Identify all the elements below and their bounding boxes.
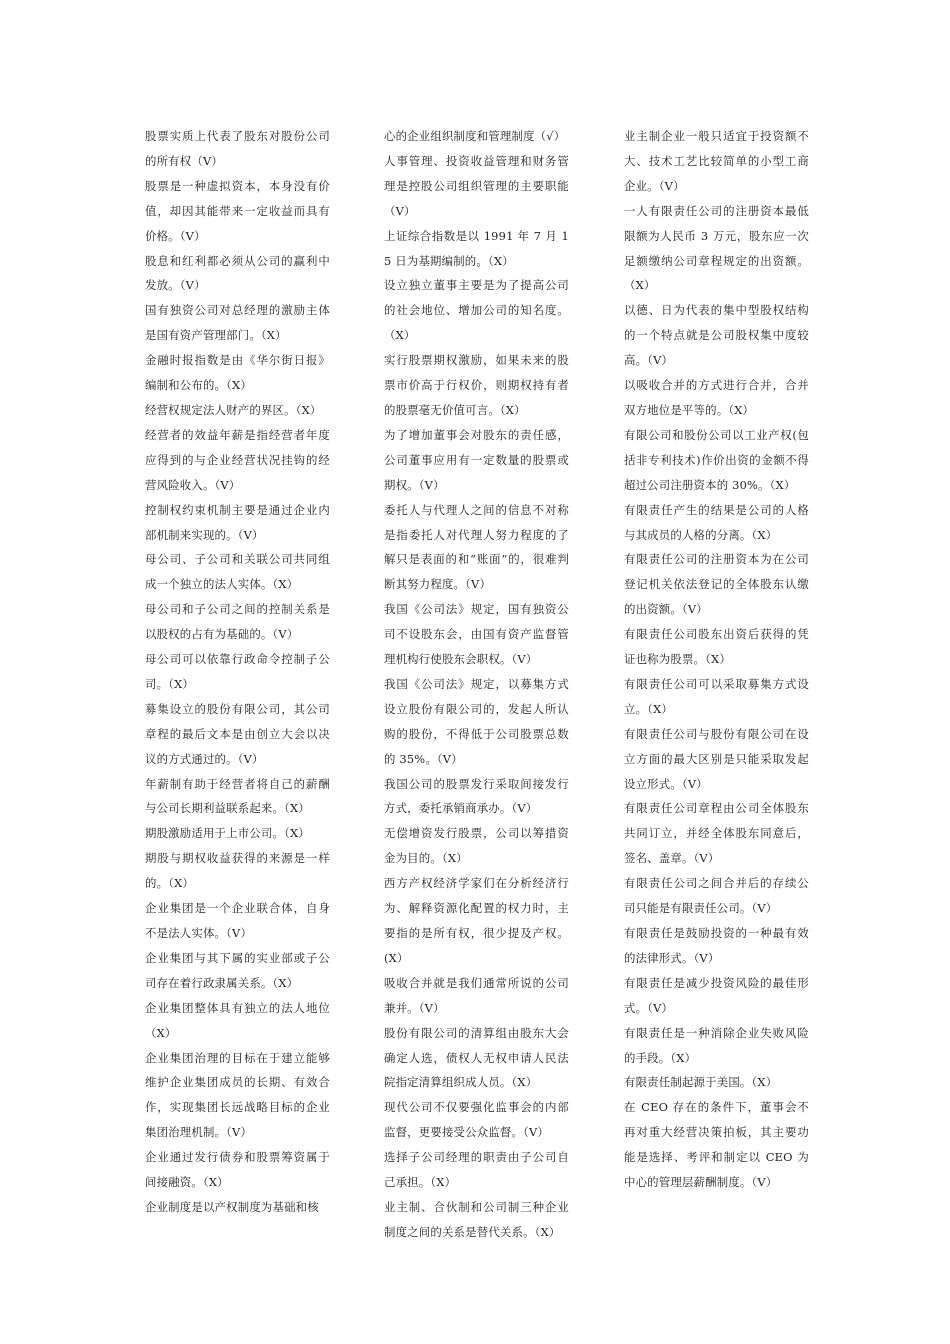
statement-item: 母公司可以依靠行政命令控制子公司。（X） [145,652,330,691]
statement-item: 设立独立董事主要是为了提高公司的社会地位、增加公司的知名度。（X） [384,278,569,343]
statement-item: 母公司和子公司之间的控制关系是以股权的占有为基础的。（V） [145,602,330,642]
statement-item: 有限责任公司与股份有限公司在设立方面的最大区别是只能采取发起设立形式。（V） [624,726,809,791]
statement-item: 有限责任公司股东出资后获得的凭证也称为股票。（X） [624,627,809,667]
statement-item: 企业制度是以产权制度为基础和核 [145,1199,319,1214]
statement-item: 股票实质上代表了股东对股份公司的所有权（V） [145,129,330,168]
statement-item: 国有独资公司对总经理的激励主体是国有资产管理部门。（X） [145,303,330,343]
statement-item: 有限责任是鼓励投资的一种最有效的法律形式。（V） [624,926,809,965]
statement-item: 我国《公司法》规定，国有独资公司不设股东会，由国有资产监督管理机构行使股东会职权。（V） [384,602,569,667]
statement-item: 现代公司不仅要强化监事会的内部监督，更要接受公众监督。（V） [384,1100,569,1140]
statement-item: 西方产权经济学家们在分析经济行为、解释资源化配置的权力时，主要指的是所有权，很少提及产权。(X） [384,876,569,965]
statement-item: 有限责任公司的注册资本为在公司登记机关依法登记的全体股东认缴的出资额。（V） [624,552,809,617]
statement-item: 业主制、合伙制和公司制三种企业制度之间的关系是替代关系。（X） [384,1199,569,1239]
statement-item: 企业集团是一个企业联合体，自身不是法人实体。（V） [145,901,330,940]
text-column-1 [145,124,330,1220]
statement-item: 有限责任公司章程由公司全体股东共同订立，并经全体股东同意后，签名、盖章。（V） [624,801,809,866]
statement-item: 金融时报指数是由《华尔街日报》编制和公布的。（X） [145,353,330,393]
statement-item: 我国公司的股票发行采取间接发行方式，委托承销商承办。（V） [384,776,569,816]
statement-item: 企业集团整体具有独立的法人地位（X） [145,1000,330,1040]
statement-item: 无偿增资发行股票，公司以筹措资金为目的。（X） [384,826,569,866]
statement-item: 有限责任制起源于美国。（X） [624,1075,778,1090]
statement-item: 为了增加董事会对股东的责任感，公司董事应用有一定数量的股票或期权。（V） [384,427,569,492]
statement-item: 在 CEO 存在的条件下，董事会不再对重大经营决策拍板，其主要功能是选择、考评和制定以 CEO 为中心的管理层薪酬制度。（V） [624,1100,809,1190]
statement-item: 股息和红利都必须从公司的赢利中发放。（V） [145,253,330,293]
statement-item: 母公司、子公司和关联公司共同组成一个独立的法人实体。（X） [145,552,330,592]
statement-item: 经营者的效益年薪是指经营者年度应得到的与企业经营状况挂钩的经营风险收入。（V） [145,427,330,492]
statement-item: 经营权规定法人财产的界区。（X） [145,402,322,417]
statement-item: 实行股票期权激励，如果未来的股票市价高于行权价，则期权持有者的股票毫无价值可言。（X） [384,353,569,417]
statement-item: 股票是一种虚拟资本，本身没有价值，却因其能带来一定收益而具有价格。（V） [145,178,330,243]
statement-item: 募集设立的股份有限公司，其公司章程的最后文本是由创立大会以决议的方式通过的。（V） [145,701,330,766]
statement-item: 上证综合指数是以 1991 年 7 月 15 日为基期编制的。（X） [384,228,569,268]
statement-item: 有限公司和股份公司以工业产权(包括非专利技术)作价出资的金额不得超过公司注册资本的 30%。（X） [624,427,809,492]
statement-item: 我国《公司法》规定，以募集方式设立股份有限公司的，发起人所认购的股份，不得低于公司股票总数的 35%。（V） [384,676,569,766]
statement-item: 以德、日为代表的集中型股权结构的一个特点就是公司股权集中度较高。（V） [624,303,809,368]
statement-item: 一人有限责任公司的注册资本最低限额为人民币 3 万元，股东应一次足额缴纳公司章程规定的出资额。（X） [624,203,809,293]
statement-item: 有限责任是一种消除企业失败风险的手段。（X） [624,1025,809,1065]
text-column-2 [384,124,569,1245]
statement-item: 以吸收合并的方式进行合并，合并双方地位是平等的。（X） [624,378,809,417]
statement-item: 心的企业组织制度和管理制度（√） [384,129,566,143]
statement-item: 企业通过发行债券和股票筹资属于间接融资。（X） [145,1150,330,1190]
text-column-3 [624,124,809,1195]
statement-item: 企业集团治理的目标在于建立能够维护企业集团成员的长期、有效合作，实现集团长远战略目标的企业集团治理机制。（V） [145,1050,330,1140]
statement-item: 选择子公司经理的职责由子公司自己承担。（X） [384,1150,569,1190]
statement-item: 企业集团与其下属的实业部或子公司存在着行政隶属关系。（X） [145,950,330,990]
statement-item: 有限责任公司可以采取募集方式设立。（X） [624,676,809,716]
statement-item: 期股与期权收益获得的来源是一样的。（X） [145,851,330,891]
statement-item: 吸收合并就是我们通常所说的公司兼并。（V） [384,975,569,1015]
statement-item: 人事管理、投资收益管理和财务管理是控股公司组织管理的主要职能（V） [384,153,569,218]
statement-item: 业主制企业一般只适宜于投资额不大、技术工艺比较简单的小型工商企业。（V） [624,129,809,193]
statement-item: 有限责任公司之间合并后的存续公司只能是有限责任公司。（V） [624,876,809,916]
statement-item: 期股激励适用于上市公司。（X） [145,826,310,841]
statement-item: 委托人与代理人之间的信息不对称是指委托人对代理人努力程度的了解只是表面的和“账面”的，很难判断其努力程度。（V） [384,502,569,592]
statement-item: 年薪制有助于经营者将自己的薪酬与公司长期利益联系起来。（X） [145,776,330,816]
statement-item: 有限责任是减少投资风险的最佳形式。（V） [624,975,809,1015]
statement-item: 控制权约束机制主要是通过企业内部机制来实现的。（V） [145,502,330,542]
statement-item: 股份有限公司的清算组由股东大会确定人选，债权人无权申请人民法院指定清算组织成人员。（X） [384,1025,569,1090]
statement-item: 有限责任产生的结果是公司的人格与其成员的人格的分离。（X） [624,502,809,542]
